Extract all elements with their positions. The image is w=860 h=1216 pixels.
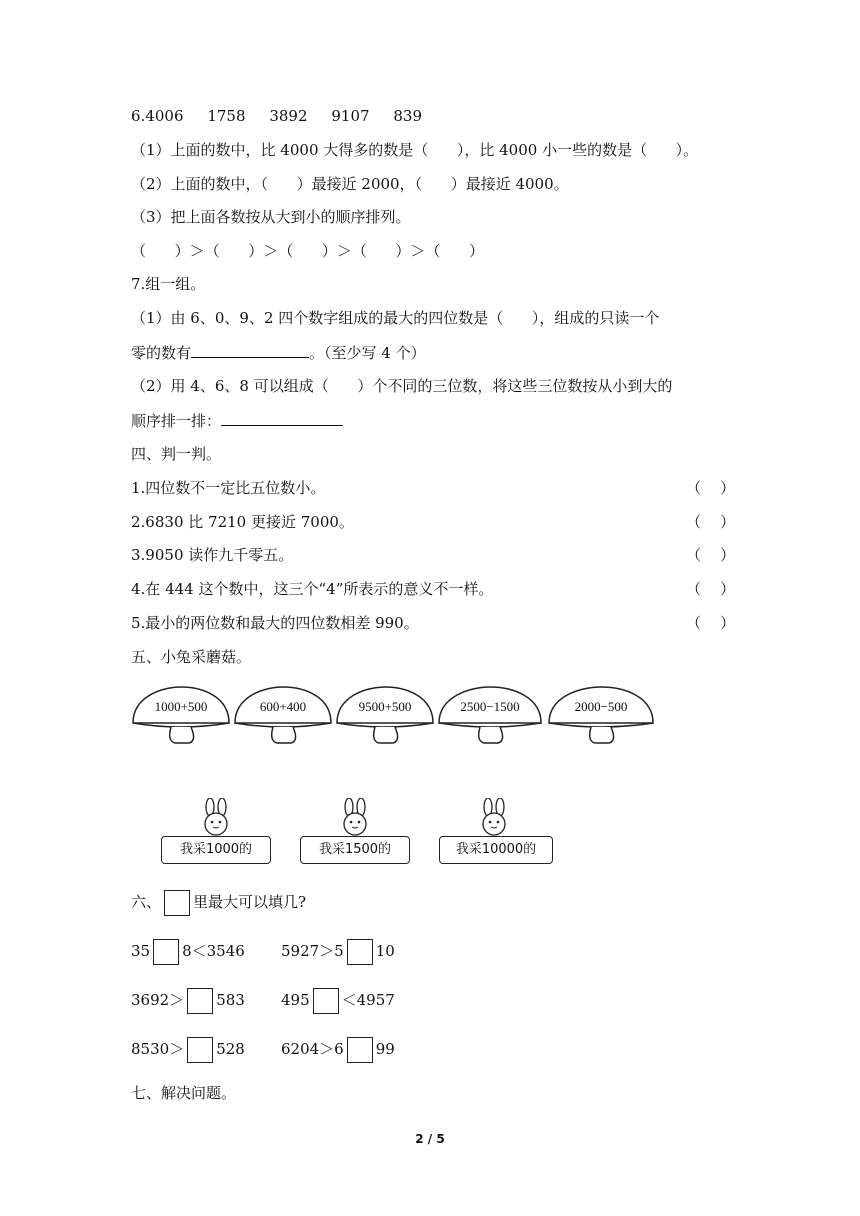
expr-left: 6204＞6 [281, 1040, 344, 1058]
q7-part2-prefix: 顺序排一排： [131, 412, 222, 430]
q7-part2-line1: （2）用 4、6、8 可以组成（ ）个不同的三位数，将这些三位数按从小到大的 [131, 377, 673, 395]
bunny-card-1 [161, 798, 273, 870]
judge-item-1 [131, 478, 325, 498]
section5-title: 五、小兔采蘑菇。 [131, 648, 252, 666]
fill-box-item [281, 1035, 395, 1063]
q6-part2: （2）上面的数中，（ ）最接近 2000，（ ）最接近 4000。 [131, 175, 569, 193]
bunny-sign: 我采1000的 [161, 836, 271, 864]
judge-item-text: 2.6830 比 7210 更接近 7000。 [131, 513, 354, 531]
q7-title: 7.组一组。 [131, 275, 206, 293]
q7-part1-suffix: 。（至少写 4 个） [309, 344, 426, 362]
judge-answer-paren: （ ） [686, 614, 736, 632]
rabbit-icon [199, 798, 233, 838]
fill-box-item [281, 937, 395, 965]
q6-title: 6.4006 1758 3892 9107 839 [131, 107, 422, 125]
fill-box-item [131, 1035, 245, 1063]
expr-right: 99 [375, 1040, 395, 1058]
q7-part2-line2 [131, 410, 343, 431]
bunny-sign: 我采1500的 [300, 836, 410, 864]
section4-title: 四、判一判。 [131, 445, 222, 463]
judge-item-5 [131, 613, 419, 633]
expr-left: 495 [281, 991, 310, 1009]
mushroom-4 [437, 683, 543, 745]
judge-answer-paren: （ ） [686, 513, 736, 531]
mushroom-1 [131, 683, 231, 745]
bunny-card-2 [300, 798, 412, 870]
section7-title: 七、解决问题。 [131, 1084, 237, 1102]
judge-item-4 [131, 579, 493, 599]
expr-left: 8530＞ [131, 1040, 185, 1058]
page-number: 2 / 5 [415, 1132, 445, 1146]
mushroom-2 [233, 683, 333, 745]
answer-box[interactable] [187, 1037, 213, 1063]
section6-title [131, 888, 306, 916]
judge-item-text: 5.最小的两位数和最大的四位数相差 990。 [131, 614, 419, 632]
q6-order-blanks: （ ）＞（ ）＞（ ）＞（ ）＞（ ） [131, 242, 485, 260]
judge-item-text: 3.9050 读作九千零五。 [131, 546, 294, 564]
q6-part1: （1）上面的数中，比 4000 大得多的数是（ ），比 4000 小一些的数是（ ）。 [131, 141, 699, 159]
answer-box[interactable] [153, 939, 179, 965]
judge-answer-paren: （ ） [686, 546, 736, 564]
answer-blank-line [191, 342, 309, 358]
fill-box-item [281, 986, 395, 1014]
expr-left: 3692＞ [131, 991, 185, 1009]
mushroom-label: 9500+500 [358, 699, 412, 714]
answer-box[interactable] [347, 939, 373, 965]
mushroom-3 [335, 683, 435, 745]
rabbit-icon [338, 798, 372, 838]
expr-right: 528 [216, 1040, 245, 1058]
q7-part1-line1: （1）由 6、0、9、2 四个数字组成的最大的四位数是（ ），组成的只读一个 [131, 309, 660, 327]
q7-part1-line2 [131, 342, 426, 363]
judge-item-2 [131, 512, 354, 532]
bunny-card-3 [439, 798, 555, 870]
judge-answer-paren: （ ） [686, 580, 736, 598]
mushroom-label: 600+400 [259, 699, 307, 714]
mushroom-label: 1000+500 [154, 699, 208, 714]
q7-part1-prefix: 零的数有 [131, 344, 192, 362]
answer-box[interactable] [187, 988, 213, 1014]
fill-box-item [131, 937, 245, 965]
fill-box-item [131, 986, 245, 1014]
answer-blank-line [221, 410, 343, 426]
expr-right: ＜4957 [341, 991, 395, 1009]
expr-right: 10 [375, 942, 395, 960]
expr-left: 35 [131, 942, 151, 960]
bunny-sign: 我采10000的 [439, 836, 553, 864]
judge-item-3 [131, 545, 293, 565]
section6-title-suffix: 里最大可以填几? [193, 893, 307, 911]
answer-box[interactable] [164, 890, 190, 916]
expr-left: 5927＞5 [281, 942, 344, 960]
rabbit-icon [477, 798, 511, 838]
answer-box[interactable] [313, 988, 339, 1014]
section6-title-prefix: 六、 [131, 893, 162, 911]
expr-right: 8＜3546 [182, 942, 245, 960]
mushroom-5 [547, 683, 655, 745]
judge-answer-paren: （ ） [686, 479, 736, 497]
answer-box[interactable] [347, 1037, 373, 1063]
judge-item-text: 4.在 444 这个数中，这三个“4”所表示的意义不一样。 [131, 580, 494, 598]
q6-part3: （3）把上面各数按从大到小的顺序排列。 [131, 208, 411, 226]
judge-item-text: 1.四位数不一定比五位数小。 [131, 479, 326, 497]
mushroom-label: 2000−500 [574, 699, 628, 714]
mushroom-label: 2500−1500 [460, 699, 520, 714]
expr-right: 583 [216, 991, 245, 1009]
